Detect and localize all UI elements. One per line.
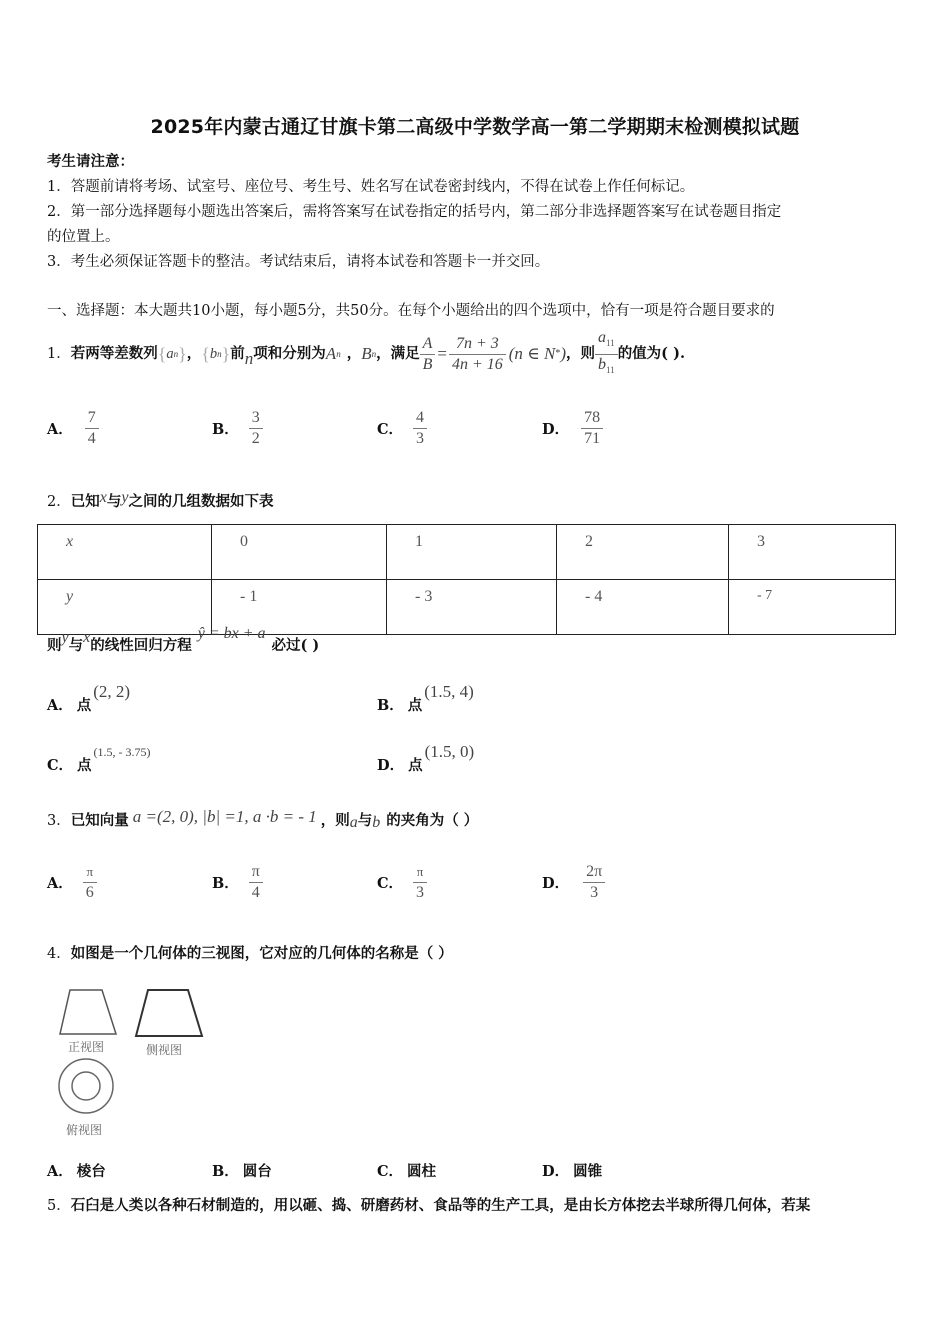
q3-vec-a: a: [349, 814, 358, 831]
section-heading: 一、选择题：本大题共10小题，每小题5分，共50分。在每个小题给出的四个选项中，恰有一项是符合题目要求的: [47, 303, 775, 319]
q2-option-b[interactable]: B． 点 (1.5, 4): [377, 682, 474, 714]
q1-option-c[interactable]: C． $\frac{4}{3}$: [377, 408, 427, 449]
q1-comma: ，: [186, 345, 202, 362]
notice-item-2-cont: 的位置上。: [47, 229, 120, 245]
notice-item-1: 1．答题前请将考场、试室号、座位号、考生号、姓名写在试卷密封线内，不得在试卷上作任何标记。: [47, 179, 695, 195]
q1-A-sub: n: [336, 349, 341, 359]
q2-option-d[interactable]: D． 点 (1.5, 0): [377, 742, 475, 774]
top-view-label: 俯视图: [66, 1123, 103, 1137]
front-view-label: 正视图: [68, 1040, 105, 1054]
three-view-figure: [50, 982, 210, 1142]
table-cell: - 3: [387, 580, 557, 635]
q1-seq-b-sub: n: [217, 349, 222, 359]
table-cell: x: [38, 525, 212, 580]
q3-vec-b: b: [372, 814, 381, 831]
q1-A: A: [325, 344, 337, 363]
q1-equals: =: [437, 344, 447, 363]
top-view-outer-circle: [59, 1059, 113, 1113]
table-cell: - 7: [729, 580, 896, 635]
q2-var-y: y: [121, 489, 129, 506]
q1-seq-b: b: [209, 346, 218, 362]
q2-after-text-4: 必过( ): [271, 637, 320, 654]
table-row: [38, 525, 896, 580]
q1-text-4: ，满足: [376, 345, 420, 362]
q3-text-4: 的夹角为（ ）: [386, 812, 479, 829]
question-2: [47, 489, 274, 512]
q3-option-d[interactable]: D． $\frac{2\pi}{3}$: [542, 862, 605, 903]
q1-n: n: [244, 349, 254, 368]
table-cell: 3: [729, 525, 896, 580]
q2-after-text-1: 则: [47, 637, 62, 654]
page-title: 2025年内蒙古通辽甘旗卡第二高级中学数学高一第二学期期末检测模拟试题: [150, 116, 800, 138]
table-cell: 0: [212, 525, 387, 580]
q4-option-c[interactable]: C． 圆柱: [377, 1163, 437, 1180]
q5-text: 石臼是人类以各种石材制造的，用以砸、捣、研磨药材、食品等的生产工具，是由长方体挖去半球所得几何体，若某: [70, 1197, 811, 1214]
q3-text-3: 与: [357, 812, 373, 829]
q1-frac-expr: $\frac{7n + 3}{4n + 16}$: [449, 334, 506, 375]
q2-text-1: 已知: [70, 493, 100, 510]
q3-option-c[interactable]: C． $\frac{\pi}{3}$: [377, 862, 427, 903]
q3-text-2: ，则: [320, 812, 350, 829]
q3-option-a[interactable]: A． $\frac{\pi}{6}$: [47, 862, 97, 903]
q1-frac-ratio: $\frac{a_{11}}{b_{11}}$: [595, 328, 618, 379]
notice-item-2: 2．第一部分选择题每小题选出答案后，需将答案写在试卷指定的括号内，第二部分非选择题答案写在试卷题目指定: [47, 204, 782, 220]
q1-condition: (n ∈ N: [508, 344, 556, 363]
notice-heading: 考生请注意：: [47, 153, 134, 170]
q1-text-6: 的值为( ).: [617, 345, 686, 362]
q2-after-y: y: [61, 629, 69, 646]
q2-text-2: 与: [106, 493, 122, 510]
q3-text-1: 已知向量: [70, 812, 129, 829]
q1-condition-sub: *: [555, 348, 561, 359]
table-cell: 2: [557, 525, 729, 580]
table-cell: - 4: [557, 580, 729, 635]
q1-number: 1．: [47, 346, 71, 362]
table-cell: 1: [387, 525, 557, 580]
q1-text-2: 前: [230, 345, 245, 362]
question-4: [47, 944, 453, 964]
q1-B-sub: n: [371, 349, 377, 359]
side-view-label: 侧视图: [146, 1043, 183, 1057]
front-view-trapezoid: [60, 990, 116, 1034]
q1-frac-ab: $\frac{A}{B}$: [420, 334, 436, 375]
q1-condition-end: ): [560, 344, 567, 363]
q4-option-d[interactable]: D． 圆锥: [542, 1163, 603, 1180]
table-cell: y: [38, 580, 212, 635]
q1-option-b[interactable]: B． $\frac{3}{2}$: [212, 408, 263, 449]
question-5: [47, 1196, 810, 1216]
q1-option-a[interactable]: A． $\frac{7}{4}$: [47, 408, 99, 449]
question-3: [47, 804, 478, 838]
question-1: 1． 若两等差数列 { a n } ， { b n } 前 n 项和分别为 A n ， B n ，满足 $\frac{A}{B}$ = $\frac{7n + 3}{4n + 16}$ (n ∈ N * ) ，则 $\frac{a_{11}}{b_{11}}$ 的值为( ).: [47, 324, 685, 384]
q2-option-a[interactable]: A． 点 (2, 2): [47, 682, 131, 714]
q1-option-d[interactable]: D． $\frac{78}{71}$: [542, 408, 603, 449]
q4-text: 如图是一个几何体的三视图，它对应的几何体的名称是（ ）: [70, 945, 453, 962]
q2-after-text-3: 的线性回归方程: [90, 637, 192, 654]
top-view-inner-circle: [72, 1072, 100, 1100]
table-row: [38, 580, 896, 635]
notice-item-3: 3．考生必须保证答题卡的整洁。考试结束后，请将本试卷和答题卡一并交回。: [47, 254, 550, 270]
q1-text-3: 项和分别为: [253, 345, 326, 362]
q2-data-table: [37, 524, 896, 635]
q1-B: B: [361, 344, 372, 363]
q2-regression-eq: ŷ = bx + a: [197, 625, 266, 642]
q1-seq-a-sub: n: [173, 349, 179, 359]
q5-number: 5．: [47, 1198, 71, 1214]
q4-number: 4．: [47, 946, 71, 962]
q3-number: 3．: [47, 813, 71, 829]
q2-text-3: 之间的几组数据如下表: [128, 493, 274, 510]
table-cell: - 1: [212, 580, 387, 635]
q2-follow-up: [47, 625, 320, 656]
side-view-trapezoid: [136, 990, 202, 1036]
q4-option-b[interactable]: B． 圆台: [212, 1163, 272, 1180]
q1-text-5: ，则: [566, 345, 596, 362]
q2-after-text-2: 与: [68, 637, 84, 654]
q1-seq-a: a: [166, 346, 174, 362]
q3-vector-expr: a =(2, 0), |b| =1, a ·b = - 1: [132, 807, 317, 826]
q2-option-c[interactable]: C． 点 (1.5, - 3.75): [47, 745, 151, 774]
q2-after-x: x: [83, 629, 91, 646]
q4-option-a[interactable]: A． 棱台: [47, 1163, 106, 1180]
q1-text-1: 若两等差数列: [70, 345, 158, 362]
q2-number: 2．: [47, 494, 71, 510]
q2-var-x: x: [99, 489, 107, 506]
q3-option-b[interactable]: B． $\frac{\pi}{4}$: [212, 862, 263, 903]
